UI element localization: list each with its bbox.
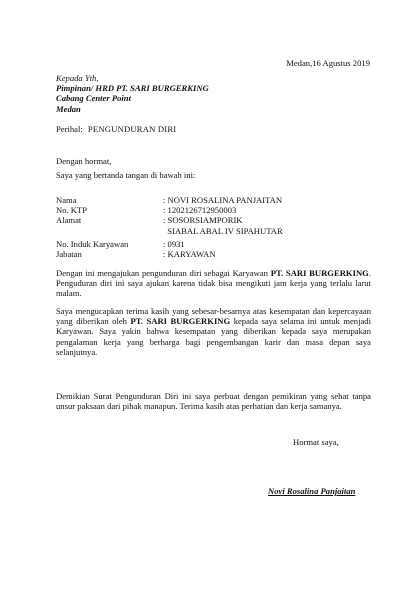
- identity-label: [56, 226, 163, 236]
- letter-date: Medan,16 Agustus 2019: [286, 58, 370, 68]
- recipient-line-1: Kepada Yth,: [56, 73, 99, 83]
- identity-row: [56, 226, 372, 236]
- company-name: PT. SARI BURGERKING: [270, 268, 369, 278]
- greeting: Dengan hormat,: [56, 156, 112, 166]
- identity-row: [56, 239, 372, 249]
- paragraph-text: kepada saya selama ini untuk menjadi Karyawan. Saya yakin bahwa kesempatan yang diberikan kepada saya merupakan pengalaman kerja yang berharga bagi pengembangan karir dan masa depan saya selanjutnya.: [56, 316, 371, 357]
- paragraph-resignation: [56, 268, 371, 299]
- identity-row: [56, 195, 372, 205]
- identity-value: : 0931: [163, 238, 185, 249]
- subject-value: PENGUNDURAN DIRI: [87, 124, 177, 134]
- paragraph-closing: Demikian Surat Pengunduran Diri ini saya perbuat dengan pemikiran yang sehat tanpa unsur paksaan dari pihak manapun. Terima kasih atas perhatian dan kerja samanya.: [56, 391, 371, 412]
- paragraph-thanks: [56, 306, 371, 357]
- identity-value: : 1202126712950003: [163, 205, 237, 216]
- intro-line: Saya yang bertanda tangan di bawah ini:: [56, 170, 196, 180]
- identity-value: : SOSORSIAMPORIK: [163, 215, 243, 226]
- identity-row: [56, 249, 372, 259]
- identity-label: No. Induk Karyawan: [56, 238, 129, 249]
- paragraph-text: Saya mengucapkan terima kasih yang sebesar-besarnya atas kesempatan dan kepercayaan yang diberikan oleh: [56, 306, 371, 327]
- paragraph-text: Dengan ini mengajukan pengunduran diri sebagai Karyawan: [56, 268, 271, 278]
- identity-label: No. KTP: [56, 205, 88, 216]
- recipient-line-2: Pimpinan/ HRD PT. SARI BURGERKING: [56, 83, 209, 94]
- identity-row: [56, 205, 372, 215]
- identity-value: : KARYAWAN: [163, 249, 216, 260]
- identity-label: Alamat: [56, 215, 82, 226]
- paragraph-text: . Penguduran diri ini saya ajukan karena tidak bisa mengikuti jam kerja yang terlalu larut malam.: [56, 268, 372, 299]
- subject-separator: :: [80, 124, 83, 134]
- identity-table: [56, 195, 372, 259]
- signature-name: Novi Rosalina Panjaitan: [268, 486, 356, 496]
- recipient-line-3: Cabang Center Point: [56, 93, 131, 104]
- recipient-address: [56, 73, 209, 114]
- identity-label: Jabatan: [56, 249, 82, 260]
- subject-label: Perihal: [56, 124, 81, 134]
- closing-salutation: Hormat saya,: [293, 437, 339, 447]
- recipient-line-4: Medan: [56, 103, 81, 114]
- subject-line: [56, 124, 176, 134]
- company-name: PT. SARI BURGERKING: [130, 316, 231, 327]
- identity-label: Nama: [56, 195, 77, 205]
- identity-value: : NOVI ROSALINA PANJAITAN: [163, 195, 283, 205]
- identity-row: [56, 215, 372, 225]
- identity-value: SIABAL ABAL IV SIPAHUTAR: [163, 225, 283, 236]
